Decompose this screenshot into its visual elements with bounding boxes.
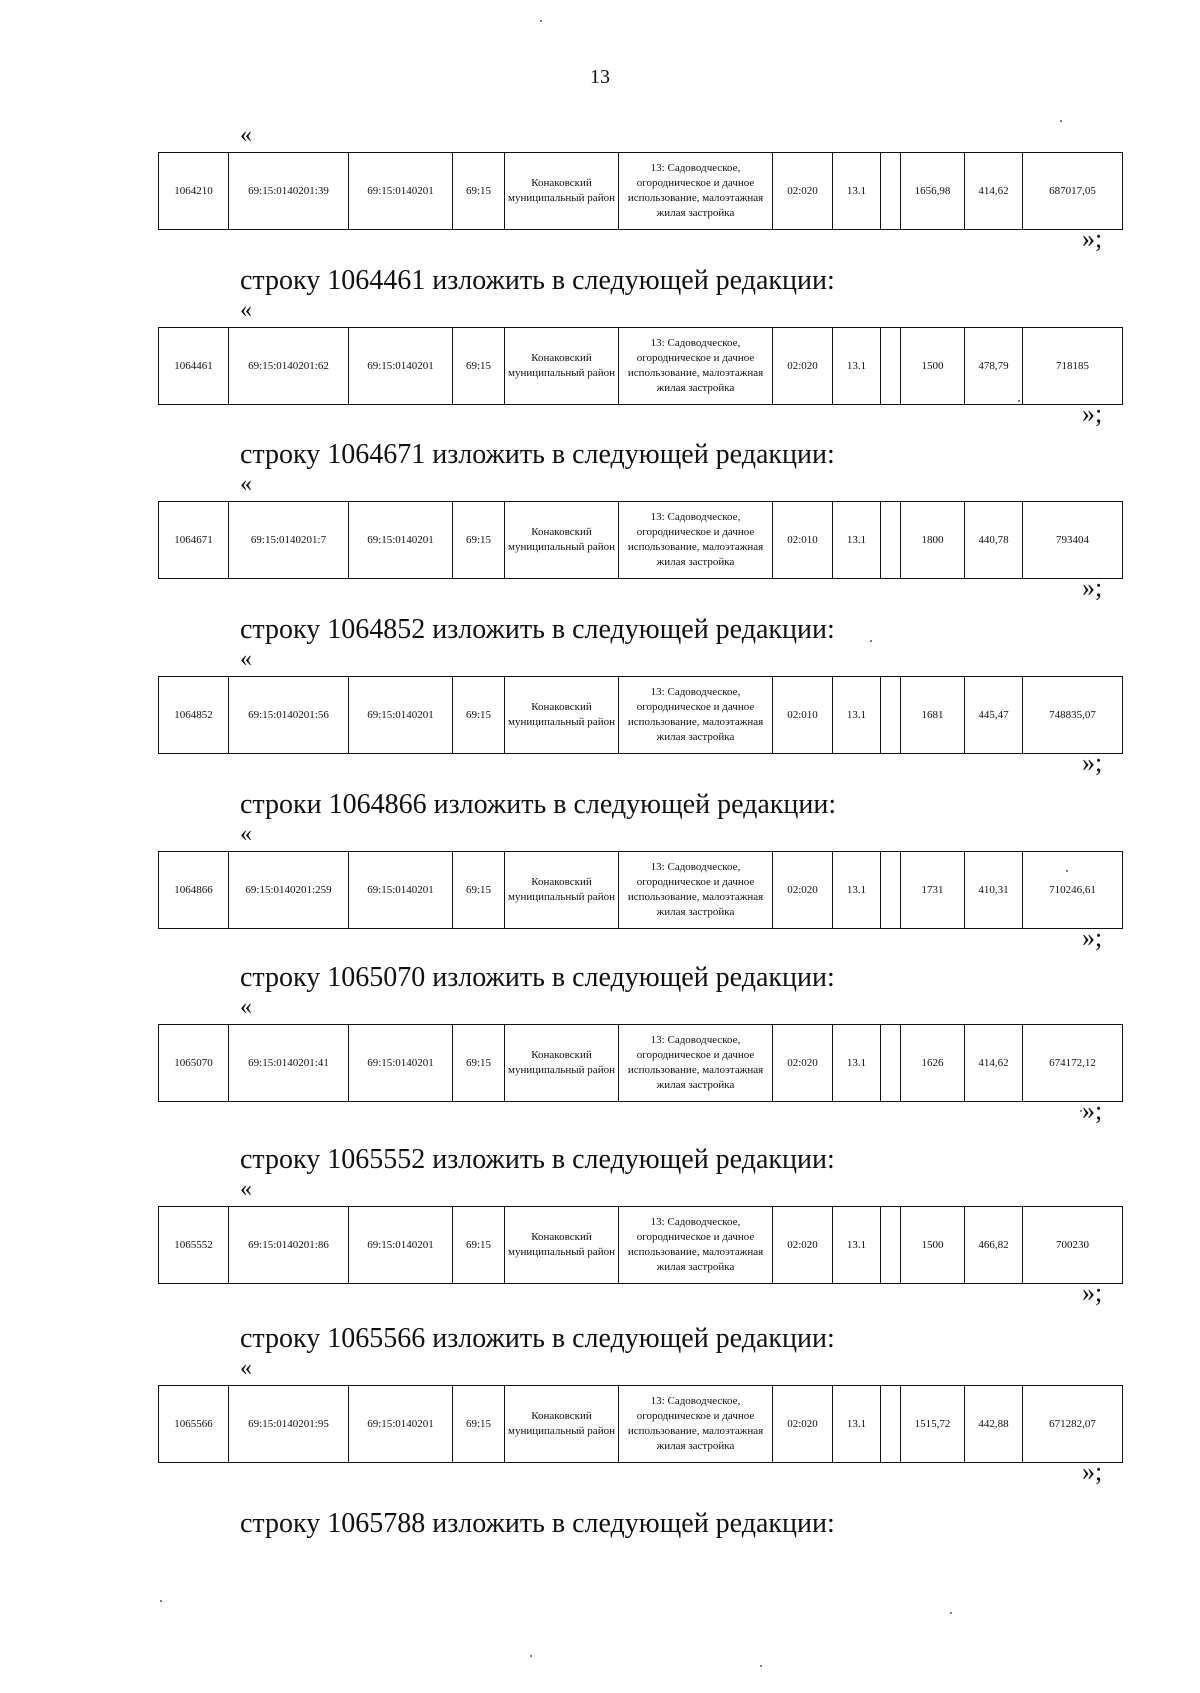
register-row-table [158, 327, 1123, 405]
closing-quote: »; [1082, 923, 1103, 952]
cell-rate: 445,47 [965, 677, 1023, 754]
opening-quote: « [240, 122, 252, 148]
cell-use-code: 13.1 [833, 677, 881, 754]
cell-area: 1500 [901, 1207, 965, 1284]
cell-cadastral-quarter: 69:15:0140201 [349, 852, 453, 929]
cell-area: 1800 [901, 502, 965, 579]
cell-cadastral-number: 69:15:0140201:56 [229, 677, 349, 754]
cell-extra [881, 153, 901, 230]
register-row-table [158, 501, 1123, 579]
cell-area: 1731 [901, 852, 965, 929]
amendment-heading: строки 1064866 изложить в следующей редакции: [240, 789, 837, 820]
cell-municipality: Конаковский муниципальный район [505, 677, 619, 754]
amendment-heading: строку 1065070 изложить в следующей редакции: [240, 962, 835, 993]
cell-land-use: 13: Садоводческое, огородническое и дачное использование, малоэтажная жилая застройка [619, 1207, 773, 1284]
cell-use-code: 13.1 [833, 1207, 881, 1284]
cell-id: 1064852 [159, 677, 229, 754]
cell-zone-code: 02:020 [773, 852, 833, 929]
table-row [159, 1025, 1123, 1102]
cell-area: 1626 [901, 1025, 965, 1102]
cell-extra [881, 852, 901, 929]
cell-district-code: 69:15 [453, 328, 505, 405]
cell-cadastral-quarter: 69:15:0140201 [349, 1207, 453, 1284]
cell-area: 1656,98 [901, 153, 965, 230]
cell-area: 1500 [901, 328, 965, 405]
cell-value: 674172,12 [1023, 1025, 1123, 1102]
cell-extra [881, 328, 901, 405]
page-number: 13 [590, 66, 610, 88]
cell-cadastral-quarter: 69:15:0140201 [349, 677, 453, 754]
cell-zone-code: 02:020 [773, 1025, 833, 1102]
cell-district-code: 69:15 [453, 1025, 505, 1102]
cell-land-use: 13: Садоводческое, огородническое и дачное использование, малоэтажная жилая застройка [619, 852, 773, 929]
cell-rate: 478,79 [965, 328, 1023, 405]
cell-rate: 414,62 [965, 1025, 1023, 1102]
cell-area: 1515,72 [901, 1386, 965, 1463]
opening-quote: « [240, 297, 252, 323]
cell-value: 671282,07 [1023, 1386, 1123, 1463]
amendment-heading: строку 1064852 изложить в следующей редакции: [240, 614, 835, 645]
table-row [159, 677, 1123, 754]
cell-cadastral-quarter: 69:15:0140201 [349, 153, 453, 230]
cell-zone-code: 02:020 [773, 153, 833, 230]
cell-use-code: 13.1 [833, 1386, 881, 1463]
closing-quote: »; [1082, 748, 1103, 777]
cell-municipality: Конаковский муниципальный район [505, 1025, 619, 1102]
cell-zone-code: 02:020 [773, 1207, 833, 1284]
register-row-table [158, 1206, 1123, 1284]
amendment-heading: строку 1064671 изложить в следующей редакции: [240, 439, 835, 470]
cell-extra [881, 1025, 901, 1102]
closing-quote: »; [1082, 1457, 1103, 1486]
cell-use-code: 13.1 [833, 502, 881, 579]
cell-land-use: 13: Садоводческое, огородническое и дачное использование, малоэтажная жилая застройка [619, 502, 773, 579]
table-row [159, 1386, 1123, 1463]
table-row [159, 1207, 1123, 1284]
closing-quote: »; [1082, 573, 1103, 602]
cell-cadastral-quarter: 69:15:0140201 [349, 1386, 453, 1463]
cell-id: 1064461 [159, 328, 229, 405]
amendment-heading: строку 1065552 изложить в следующей редакции: [240, 1144, 835, 1175]
opening-quote: « [240, 994, 252, 1020]
cell-id: 1065552 [159, 1207, 229, 1284]
table-row [159, 153, 1123, 230]
cell-rate: 442,88 [965, 1386, 1023, 1463]
cell-district-code: 69:15 [453, 677, 505, 754]
cell-municipality: Конаковский муниципальный район [505, 852, 619, 929]
final-heading: строку 1065788 изложить в следующей редакции: [240, 1508, 835, 1539]
cell-cadastral-quarter: 69:15:0140201 [349, 502, 453, 579]
cell-land-use: 13: Садоводческое, огородническое и дачное использование, малоэтажная жилая застройка [619, 677, 773, 754]
closing-quote: »; [1082, 1096, 1103, 1125]
cell-land-use: 13: Садоводческое, огородническое и дачное использование, малоэтажная жилая застройка [619, 1386, 773, 1463]
cell-use-code: 13.1 [833, 852, 881, 929]
cell-district-code: 69:15 [453, 852, 505, 929]
cell-value: 700230 [1023, 1207, 1123, 1284]
table-row [159, 328, 1123, 405]
closing-quote: »; [1082, 224, 1103, 253]
cell-cadastral-number: 69:15:0140201:95 [229, 1386, 349, 1463]
cell-cadastral-number: 69:15:0140201:41 [229, 1025, 349, 1102]
opening-quote: « [240, 646, 252, 672]
cell-rate: 410,31 [965, 852, 1023, 929]
cell-cadastral-number: 69:15:0140201:62 [229, 328, 349, 405]
cell-district-code: 69:15 [453, 153, 505, 230]
cell-extra [881, 1207, 901, 1284]
cell-municipality: Конаковский муниципальный район [505, 328, 619, 405]
cell-cadastral-number: 69:15:0140201:39 [229, 153, 349, 230]
amendment-heading: строку 1064461 изложить в следующей редакции: [240, 265, 835, 296]
register-row-table [158, 1385, 1123, 1463]
cell-municipality: Конаковский муниципальный район [505, 502, 619, 579]
cell-extra [881, 502, 901, 579]
closing-quote: »; [1082, 399, 1103, 428]
cell-district-code: 69:15 [453, 1386, 505, 1463]
register-row-table [158, 1024, 1123, 1102]
cell-id: 1065566 [159, 1386, 229, 1463]
cell-cadastral-number: 69:15:0140201:259 [229, 852, 349, 929]
cell-id: 1064210 [159, 153, 229, 230]
table-row [159, 852, 1123, 929]
cell-id: 1064866 [159, 852, 229, 929]
cell-cadastral-number: 69:15:0140201:86 [229, 1207, 349, 1284]
cell-district-code: 69:15 [453, 1207, 505, 1284]
opening-quote: « [240, 821, 252, 847]
cell-use-code: 13.1 [833, 1025, 881, 1102]
cell-municipality: Конаковский муниципальный район [505, 1207, 619, 1284]
register-row-table [158, 676, 1123, 754]
cell-use-code: 13.1 [833, 153, 881, 230]
amendment-heading: строку 1065566 изложить в следующей редакции: [240, 1323, 835, 1354]
cell-value: 687017,05 [1023, 153, 1123, 230]
cell-cadastral-quarter: 69:15:0140201 [349, 328, 453, 405]
cell-id: 1064671 [159, 502, 229, 579]
cell-value: 793404 [1023, 502, 1123, 579]
cell-value: 718185 [1023, 328, 1123, 405]
cell-area: 1681 [901, 677, 965, 754]
cell-rate: 414,62 [965, 153, 1023, 230]
cell-district-code: 69:15 [453, 502, 505, 579]
cell-land-use: 13: Садоводческое, огородническое и дачное использование, малоэтажная жилая застройка [619, 328, 773, 405]
cell-id: 1065070 [159, 1025, 229, 1102]
table-row [159, 502, 1123, 579]
cell-value: 710246,61 [1023, 852, 1123, 929]
cell-municipality: Конаковский муниципальный район [505, 153, 619, 230]
cell-zone-code: 02:010 [773, 677, 833, 754]
cell-zone-code: 02:020 [773, 1386, 833, 1463]
cell-use-code: 13.1 [833, 328, 881, 405]
cell-extra [881, 1386, 901, 1463]
cell-zone-code: 02:020 [773, 328, 833, 405]
cell-value: 748835,07 [1023, 677, 1123, 754]
cell-zone-code: 02:010 [773, 502, 833, 579]
cell-rate: 440,78 [965, 502, 1023, 579]
cell-extra [881, 677, 901, 754]
register-row-table [158, 152, 1123, 230]
opening-quote: « [240, 1176, 252, 1202]
closing-quote: »; [1082, 1278, 1103, 1307]
cell-land-use: 13: Садоводческое, огородническое и дачное использование, малоэтажная жилая застройка [619, 153, 773, 230]
cell-land-use: 13: Садоводческое, огородническое и дачное использование, малоэтажная жилая застройка [619, 1025, 773, 1102]
cell-rate: 466,82 [965, 1207, 1023, 1284]
cell-cadastral-quarter: 69:15:0140201 [349, 1025, 453, 1102]
cell-cadastral-number: 69:15:0140201:7 [229, 502, 349, 579]
cell-municipality: Конаковский муниципальный район [505, 1386, 619, 1463]
opening-quote: « [240, 471, 252, 497]
register-row-table [158, 851, 1123, 929]
opening-quote: « [240, 1355, 252, 1381]
